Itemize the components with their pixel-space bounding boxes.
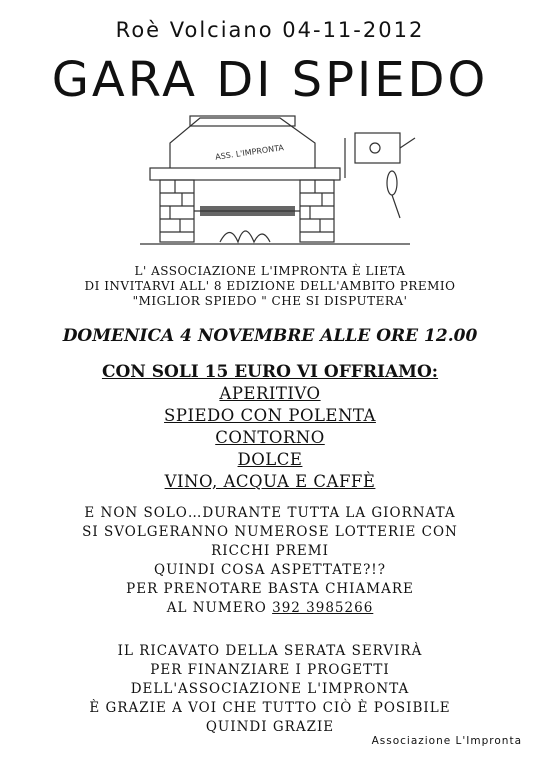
event-date: DOMENICA 4 NOVEMBRE ALLE ORE 12.00 — [62, 326, 478, 346]
closing-line: È GRAZIE A VOI CHE TUTTO CIÒ È POSIBILE — [89, 700, 451, 716]
intro-line-3: "MIGLIOR SPIEDO " CHE SI DISPUTERA' — [132, 294, 408, 308]
extras-line: E NON SOLO…DURANTE TUTTA LA GIORNATA — [84, 505, 456, 521]
offer-heading: CON SOLI 15 EURO VI OFFRIAMO: — [101, 362, 439, 382]
extras-line: SI SVOLGERANNO NUMEROSE LOTTERIE CON — [82, 524, 458, 540]
extras-line: PER PRENOTARE BASTA CHIAMARE — [126, 581, 414, 597]
extras-line: QUINDI COSA ASPETTATE?!? — [154, 562, 386, 578]
intro-line-1: L' ASSOCIAZIONE L'IMPRONTA È LIETA — [134, 264, 406, 278]
phone-line — [0, 600, 540, 616]
phone-label: AL NUMERO — [166, 600, 267, 616]
phone-number: 392 3985266 — [272, 600, 374, 616]
page-title: GARA DI SPIEDO — [51, 52, 489, 108]
closing-line: PER FINANZIARE I PROGETTI — [150, 662, 390, 678]
intro-line-2: DI INVITARVI ALL' 8 EDIZIONE DELL'AMBITO PREMIO — [84, 279, 456, 293]
menu-item: APERITIVO — [219, 384, 321, 403]
place-date-header: Roè Volciano 04-11-2012 — [115, 18, 425, 42]
menu-item: SPIEDO CON POLENTA — [164, 406, 376, 425]
rotisserie-grill-drawing-icon — [130, 108, 420, 258]
menu-item: DOLCE — [237, 450, 303, 469]
extras-line: RICCHI PREMI — [211, 543, 329, 559]
signature: Associazione L'Impronta — [371, 735, 522, 747]
menu-item: CONTORNO — [215, 428, 325, 447]
sign-text: ASS. L'IMPRONTA — [214, 143, 285, 162]
closing-line: DELL'ASSOCIAZIONE L'IMPRONTA — [130, 681, 410, 697]
closing-line: IL RICAVATO DELLA SERATA SERVIRÀ — [117, 643, 423, 659]
menu-item: VINO, ACQUA E CAFFÈ — [164, 472, 376, 491]
closing-line: QUINDI GRAZIE — [205, 719, 335, 735]
